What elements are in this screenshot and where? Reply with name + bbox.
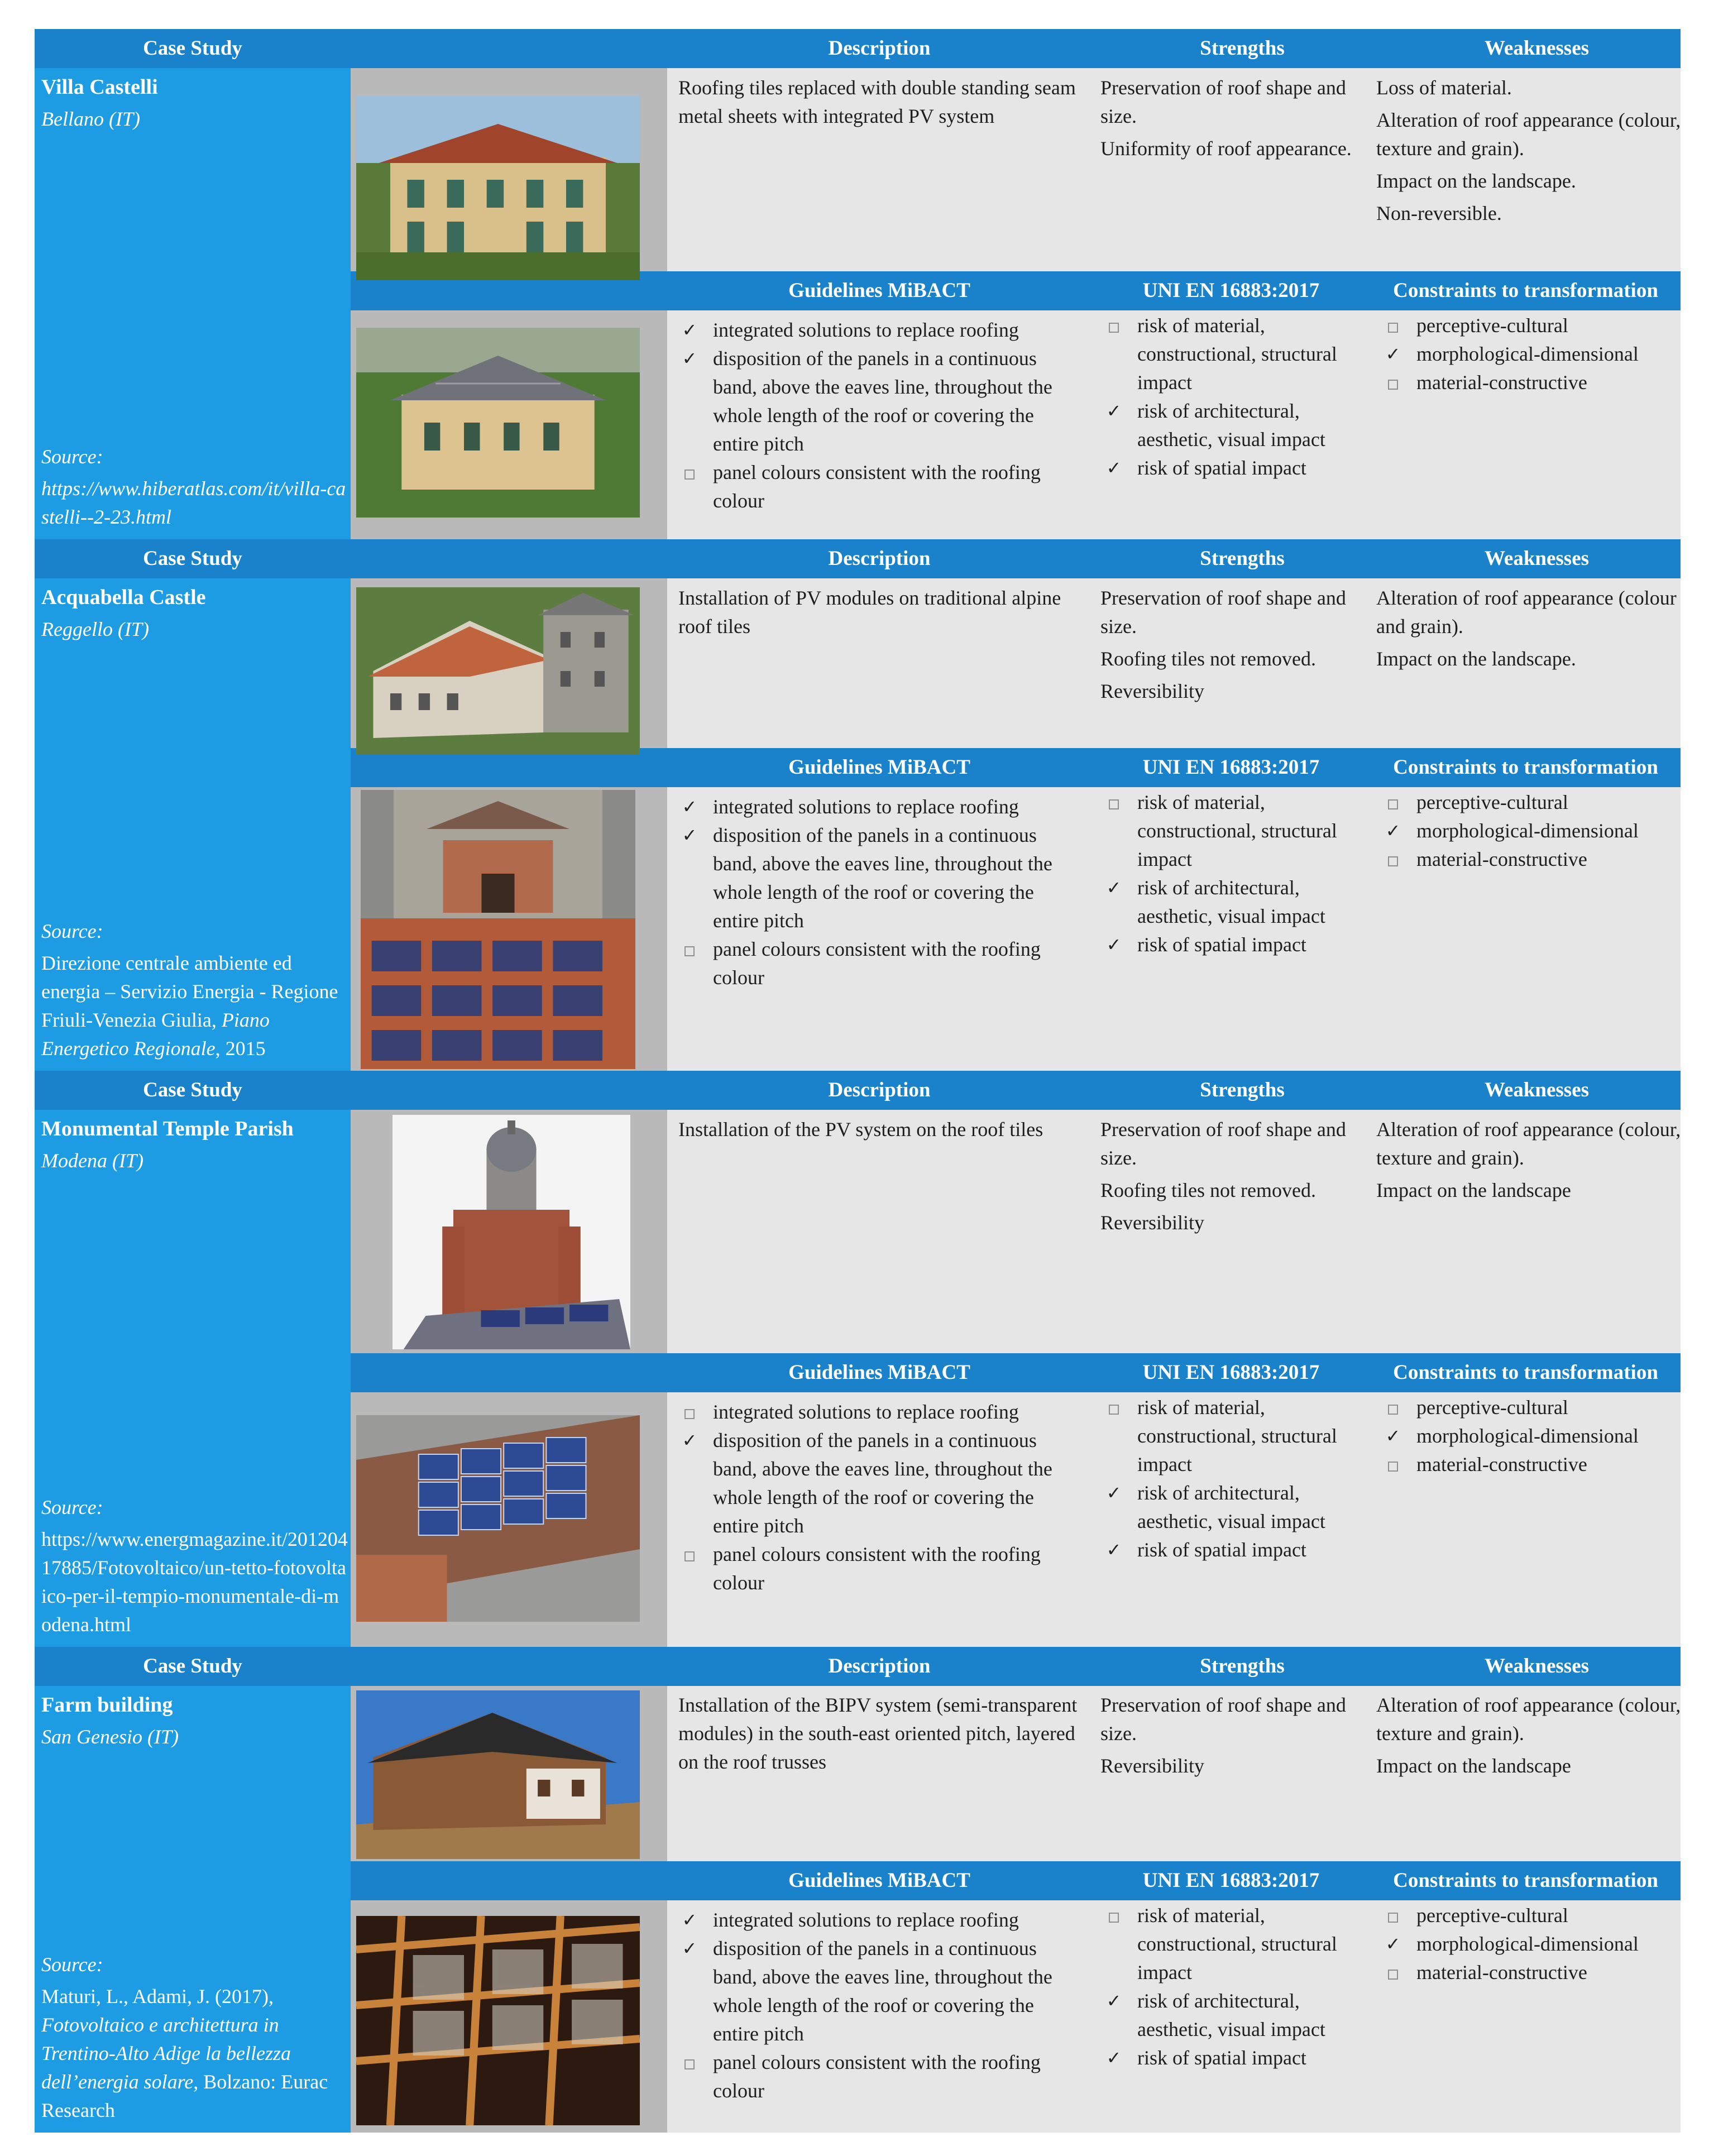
weakness-item: Impact on the landscape. (1376, 170, 1576, 192)
checklist-label: risk of material, constructional, structural impact (1137, 1904, 1337, 1983)
case-weaknesses (1376, 1691, 1689, 1784)
checkmark-icon: ✓ (682, 1430, 697, 1451)
checklist-item (678, 935, 1080, 992)
strength-item: Preservation of roof shape and size. (1100, 587, 1346, 638)
weakness-item: Impact on the landscape (1376, 1755, 1571, 1777)
photo-image (361, 790, 635, 1069)
checkmark-icon: ✓ (682, 796, 697, 817)
header-weaknesses: Weaknesses (1484, 547, 1590, 570)
checklist-label: morphological-dimensional (1416, 1425, 1639, 1447)
case-header-row (35, 539, 1681, 578)
weakness-item: Loss of material. (1376, 76, 1512, 99)
case-photo (356, 96, 640, 280)
guidelines-checklist (678, 1398, 1080, 1597)
header-case-study: Case Study (143, 547, 242, 570)
constraints-checklist (1382, 1901, 1672, 1987)
checkbox-icon (678, 1540, 701, 1569)
case-header-row (35, 1647, 1681, 1686)
uni-checklist (1103, 1901, 1365, 2072)
checkbox-icon (1103, 1901, 1125, 1930)
strength-item: Preservation of roof shape and size. (1100, 1694, 1346, 1745)
case-location: Bellano (IT) (41, 108, 140, 130)
checklist-item (1382, 788, 1672, 817)
strength-item: Reversibility (1100, 1211, 1204, 1234)
checklist-item (678, 1398, 1080, 1426)
header-case-study: Case Study (143, 1655, 242, 1678)
checkbox-icon (1103, 788, 1125, 817)
checklist-label: risk of architectural, aesthetic, visual impact (1137, 876, 1325, 927)
checklist-label: integrated solutions to replace roofing (713, 319, 1019, 341)
case-location: Modena (IT) (41, 1149, 143, 1172)
header-description: Description (828, 547, 931, 570)
checkmark-icon: ✓ (682, 825, 697, 846)
source-text: , Bolzano: Eurac Research (41, 2071, 328, 2121)
case-source (41, 1951, 348, 2125)
header-guidelines: Guidelines MiBACT (788, 1869, 970, 1892)
checkmark-icon: ✓ (1106, 400, 1122, 421)
checkbox-icon (1382, 1901, 1404, 1930)
constraints-checklist (1382, 788, 1672, 874)
guidelines-checklist (678, 316, 1080, 515)
checklist-item (678, 458, 1080, 515)
checklist-label: integrated solutions to replace roofing (713, 1401, 1019, 1423)
checkmark-icon: ✓ (1106, 1990, 1122, 2011)
case-photo (356, 1690, 640, 1859)
checklist-label: material-constructive (1416, 848, 1587, 870)
case-strengths (1100, 584, 1368, 710)
checklist-label: risk of spatial impact (1137, 1539, 1306, 1561)
photo-image (356, 1916, 640, 2125)
strength-item: Roofing tiles not removed. (1100, 648, 1316, 670)
case-title: Farm building (41, 1693, 173, 1717)
checklist-item (1103, 1479, 1365, 1536)
source-text: , 2015 (215, 1037, 266, 1060)
uni-checklist (1103, 1393, 1365, 1564)
checklist-label: panel colours consistent with the roofing colour (713, 938, 1041, 989)
case-strengths (1100, 1691, 1368, 1784)
checkbox-icon (678, 458, 701, 487)
case-weaknesses (1376, 74, 1689, 232)
source-text: Maturi, L., Adami, J. (2017), (41, 1985, 274, 2008)
checklist-label: material-constructive (1416, 371, 1587, 394)
checklist-label: panel colours consistent with the roofing colour (713, 2051, 1041, 2102)
checkmark-icon: ✓ (1106, 1482, 1122, 1503)
checklist-label: risk of spatial impact (1137, 2047, 1306, 2069)
checklist-item (1382, 817, 1672, 845)
checklist-label: risk of spatial impact (1137, 933, 1306, 956)
checkbox-icon (678, 1398, 701, 1426)
strength-item: Roofing tiles not removed. (1100, 1179, 1316, 1201)
checklist-item (678, 1934, 1080, 2048)
source-label: Source: (41, 1496, 103, 1518)
case-title: Villa Castelli (41, 75, 158, 99)
constraints-checklist (1382, 312, 1672, 397)
header-strengths: Strengths (1200, 547, 1285, 570)
checklist-label: panel colours consistent with the roofing colour (713, 1543, 1041, 1594)
checklist-label: perceptive-cultural (1416, 1396, 1568, 1419)
strength-item: Reversibility (1100, 1755, 1204, 1777)
uni-checklist (1103, 788, 1365, 959)
assessment-header-row (351, 1861, 1681, 1900)
header-strengths: Strengths (1200, 1655, 1285, 1678)
checkmark-icon: ✓ (1106, 934, 1122, 955)
guidelines-checklist (678, 1906, 1080, 2105)
photo-image (356, 1690, 640, 1859)
checklist-item (678, 821, 1080, 935)
checklist-label: risk of architectural, aesthetic, visual impact (1137, 400, 1325, 451)
checklist-label: risk of spatial impact (1137, 457, 1306, 479)
checklist-item (1103, 312, 1365, 397)
checklist-label: material-constructive (1416, 1961, 1587, 1983)
header-uni: UNI EN 16883:2017 (1142, 1361, 1320, 1384)
weakness-item: Alteration of roof appearance (colour, texture and grain). (1376, 1694, 1681, 1745)
checkmark-icon: ✓ (1385, 1425, 1401, 1446)
checklist-label: perceptive-cultural (1416, 791, 1568, 813)
checklist-label: integrated solutions to replace roofing (713, 1909, 1019, 1931)
case-source (41, 443, 348, 531)
weakness-item: Impact on the landscape (1376, 1179, 1571, 1201)
weakness-item: Impact on the landscape. (1376, 648, 1576, 670)
header-constraints: Constraints to transformation (1393, 1869, 1658, 1892)
checkbox-icon (1382, 312, 1404, 340)
header-uni: UNI EN 16883:2017 (1142, 756, 1320, 779)
checklist-item (1382, 340, 1672, 368)
checklist-item (1103, 1393, 1365, 1479)
source-label: Source: (41, 445, 103, 468)
checklist-label: perceptive-cultural (1416, 1904, 1568, 1927)
checklist-item (678, 1906, 1080, 1934)
case-photo (356, 1415, 640, 1622)
checklist-label: disposition of the panels in a continuous band, above the eaves line, throughout the whole length of the roof or covering the entire pitch (713, 1429, 1052, 1537)
source-label: Source: (41, 1953, 103, 1976)
photo-image (356, 1415, 640, 1622)
case-photo (356, 587, 640, 755)
case-source (41, 1493, 348, 1639)
checkbox-icon (1103, 312, 1125, 340)
checklist-item (1382, 1958, 1672, 1987)
checklist-item (1103, 1901, 1365, 1987)
header-description: Description (828, 1079, 931, 1101)
checkmark-icon: ✓ (682, 1909, 697, 1930)
checkbox-icon (1382, 1393, 1404, 1422)
checklist-label: disposition of the panels in a continuous band, above the eaves line, throughout the whole length of the roof or covering the entire pitch (713, 824, 1052, 932)
photo-image (356, 587, 640, 755)
checklist-item (1382, 1450, 1672, 1479)
checklist-item (1382, 845, 1672, 874)
case-header-row (35, 29, 1681, 68)
constraints-checklist (1382, 1393, 1672, 1479)
checklist-item (1103, 397, 1365, 454)
checklist-item (1103, 2044, 1365, 2072)
checkbox-icon (678, 935, 701, 964)
strength-item: Reversibility (1100, 680, 1204, 702)
header-case-study: Case Study (143, 1079, 242, 1101)
checklist-item (1382, 1422, 1672, 1450)
source-text: https://www.energmagazine.it/20120417885/Fotovoltaico/un-tetto-fotovoltaico-per-il-tempio-monumentale-di-modena.html (41, 1528, 348, 1636)
case-strengths (1100, 1115, 1368, 1241)
guidelines-checklist (678, 793, 1080, 992)
photo-image (356, 96, 640, 280)
case-location: San Genesio (IT) (41, 1726, 179, 1748)
checklist-label: morphological-dimensional (1416, 820, 1639, 842)
strength-item: Uniformity of roof appearance. (1100, 137, 1352, 160)
checklist-item (1103, 454, 1365, 482)
case-title: Acquabella Castle (41, 586, 206, 609)
header-description: Description (828, 1655, 931, 1678)
header-weaknesses: Weaknesses (1484, 1655, 1590, 1678)
checkmark-icon: ✓ (1385, 1933, 1401, 1954)
header-constraints: Constraints to transformation (1393, 756, 1658, 779)
strength-item: Preservation of roof shape and size. (1100, 1118, 1346, 1169)
case-photo (392, 1115, 630, 1349)
checklist-item (1382, 1901, 1672, 1930)
checkbox-icon (1382, 845, 1404, 874)
weakness-item: Non-reversible. (1376, 202, 1502, 224)
weakness-item: Alteration of roof appearance (colour, texture and grain). (1376, 109, 1681, 160)
case-description: Installation of PV modules on traditional alpine roof tiles (678, 587, 1061, 638)
header-strengths: Strengths (1200, 37, 1285, 60)
case-photo (361, 790, 635, 1069)
checkbox-icon (1382, 368, 1404, 397)
case-description: Installation of the BIPV system (semi-transparent modules) in the south-east oriented pitch, layered on the roof trusses (678, 1694, 1078, 1773)
checklist-item (1103, 931, 1365, 959)
strength-item: Preservation of roof shape and size. (1100, 76, 1346, 127)
header-strengths: Strengths (1200, 1079, 1285, 1101)
checkmark-icon: ✓ (682, 348, 697, 369)
header-uni: UNI EN 16883:2017 (1142, 1869, 1320, 1892)
photo-image (392, 1115, 630, 1349)
weakness-item: Alteration of roof appearance (colour and grain). (1376, 587, 1677, 638)
checkbox-icon (1382, 1958, 1404, 1987)
checklist-label: risk of material, constructional, structural impact (1137, 314, 1337, 394)
checklist-label: risk of architectural, aesthetic, visual impact (1137, 1482, 1325, 1532)
source-text: https://www.hiberatlas.com/it/villa-castelli--2-23.html (41, 477, 346, 528)
checklist-item (678, 1426, 1080, 1540)
checklist-label: perceptive-cultural (1416, 314, 1568, 337)
checklist-item (678, 316, 1080, 344)
checklist-label: disposition of the panels in a continuous band, above the eaves line, throughout the whole length of the roof or covering the entire pitch (713, 1937, 1052, 2045)
checkbox-icon (1382, 788, 1404, 817)
checklist-item (1382, 368, 1672, 397)
header-description: Description (828, 37, 931, 60)
header-guidelines: Guidelines MiBACT (788, 756, 970, 779)
checklist-item (678, 2048, 1080, 2105)
header-weaknesses: Weaknesses (1484, 37, 1590, 60)
source-text: Direzione centrale ambiente ed energia – Servizio Energia - Regione Friuli-Venezia Giulia, (41, 952, 338, 1031)
checkbox-icon (678, 2048, 701, 2077)
checklist-label: risk of material, constructional, structural impact (1137, 791, 1337, 870)
checklist-label: risk of material, constructional, structural impact (1137, 1396, 1337, 1475)
case-study-table (35, 29, 1681, 2133)
checkmark-icon: ✓ (1385, 343, 1401, 365)
case-header-row (35, 1071, 1681, 1110)
case-photo (356, 1916, 640, 2125)
header-weaknesses: Weaknesses (1484, 1079, 1590, 1101)
photo-image (356, 328, 640, 518)
checklist-item (1103, 1987, 1365, 2044)
checklist-label: panel colours consistent with the roofing colour (713, 461, 1041, 512)
checklist-item (678, 1540, 1080, 1597)
header-guidelines: Guidelines MiBACT (788, 1361, 970, 1384)
case-source (41, 917, 348, 1063)
checklist-label: morphological-dimensional (1416, 1933, 1639, 1955)
checklist-item (1382, 1393, 1672, 1422)
case-title: Monumental Temple Parish (41, 1117, 294, 1141)
header-constraints: Constraints to transformation (1393, 1361, 1658, 1384)
header-case-study: Case Study (143, 37, 242, 60)
case-weaknesses (1376, 584, 1689, 677)
checkmark-icon: ✓ (682, 319, 697, 341)
case-description: Roofing tiles replaced with double standing seam metal sheets with integrated PV system (678, 76, 1076, 127)
checkmark-icon: ✓ (1106, 877, 1122, 898)
checkmark-icon: ✓ (1106, 1539, 1122, 1560)
case-location: Reggello (IT) (41, 618, 149, 640)
source-text: Fotovoltaico e architettura in Trentino-Alto Adige la bellezza dell’energia solare (41, 2014, 291, 2093)
checklist-item (678, 344, 1080, 458)
assessment-header-row (351, 1353, 1681, 1392)
header-guidelines: Guidelines MiBACT (788, 279, 970, 302)
source-label: Source: (41, 920, 103, 942)
checkmark-icon: ✓ (1106, 457, 1122, 478)
checklist-label: integrated solutions to replace roofing (713, 796, 1019, 818)
uni-checklist (1103, 312, 1365, 482)
case-description: Installation of the PV system on the roof tiles (678, 1118, 1043, 1141)
header-uni: UNI EN 16883:2017 (1142, 279, 1320, 302)
checkbox-icon (1382, 1450, 1404, 1479)
case-weaknesses (1376, 1115, 1689, 1209)
checklist-item (1103, 1536, 1365, 1564)
checkmark-icon: ✓ (1385, 820, 1401, 841)
weakness-item: Alteration of roof appearance (colour, texture and grain). (1376, 1118, 1681, 1169)
source-text: Piano Energetico Regionale (41, 1009, 270, 1060)
checklist-label: material-constructive (1416, 1453, 1587, 1475)
checklist-label: disposition of the panels in a continuous band, above the eaves line, throughout the whole length of the roof or covering the entire pitch (713, 347, 1052, 455)
checklist-item (1103, 788, 1365, 874)
checkbox-icon (1103, 1393, 1125, 1422)
checklist-label: morphological-dimensional (1416, 343, 1639, 365)
checklist-item (1382, 312, 1672, 340)
header-constraints: Constraints to transformation (1393, 279, 1658, 302)
checklist-item (678, 793, 1080, 821)
checklist-label: risk of architectural, aesthetic, visual impact (1137, 1990, 1325, 2040)
checklist-item (1103, 874, 1365, 931)
checklist-item (1382, 1930, 1672, 1958)
case-photo (356, 328, 640, 518)
case-strengths (1100, 74, 1368, 167)
checkmark-icon: ✓ (682, 1938, 697, 1959)
checkmark-icon: ✓ (1106, 2047, 1122, 2068)
